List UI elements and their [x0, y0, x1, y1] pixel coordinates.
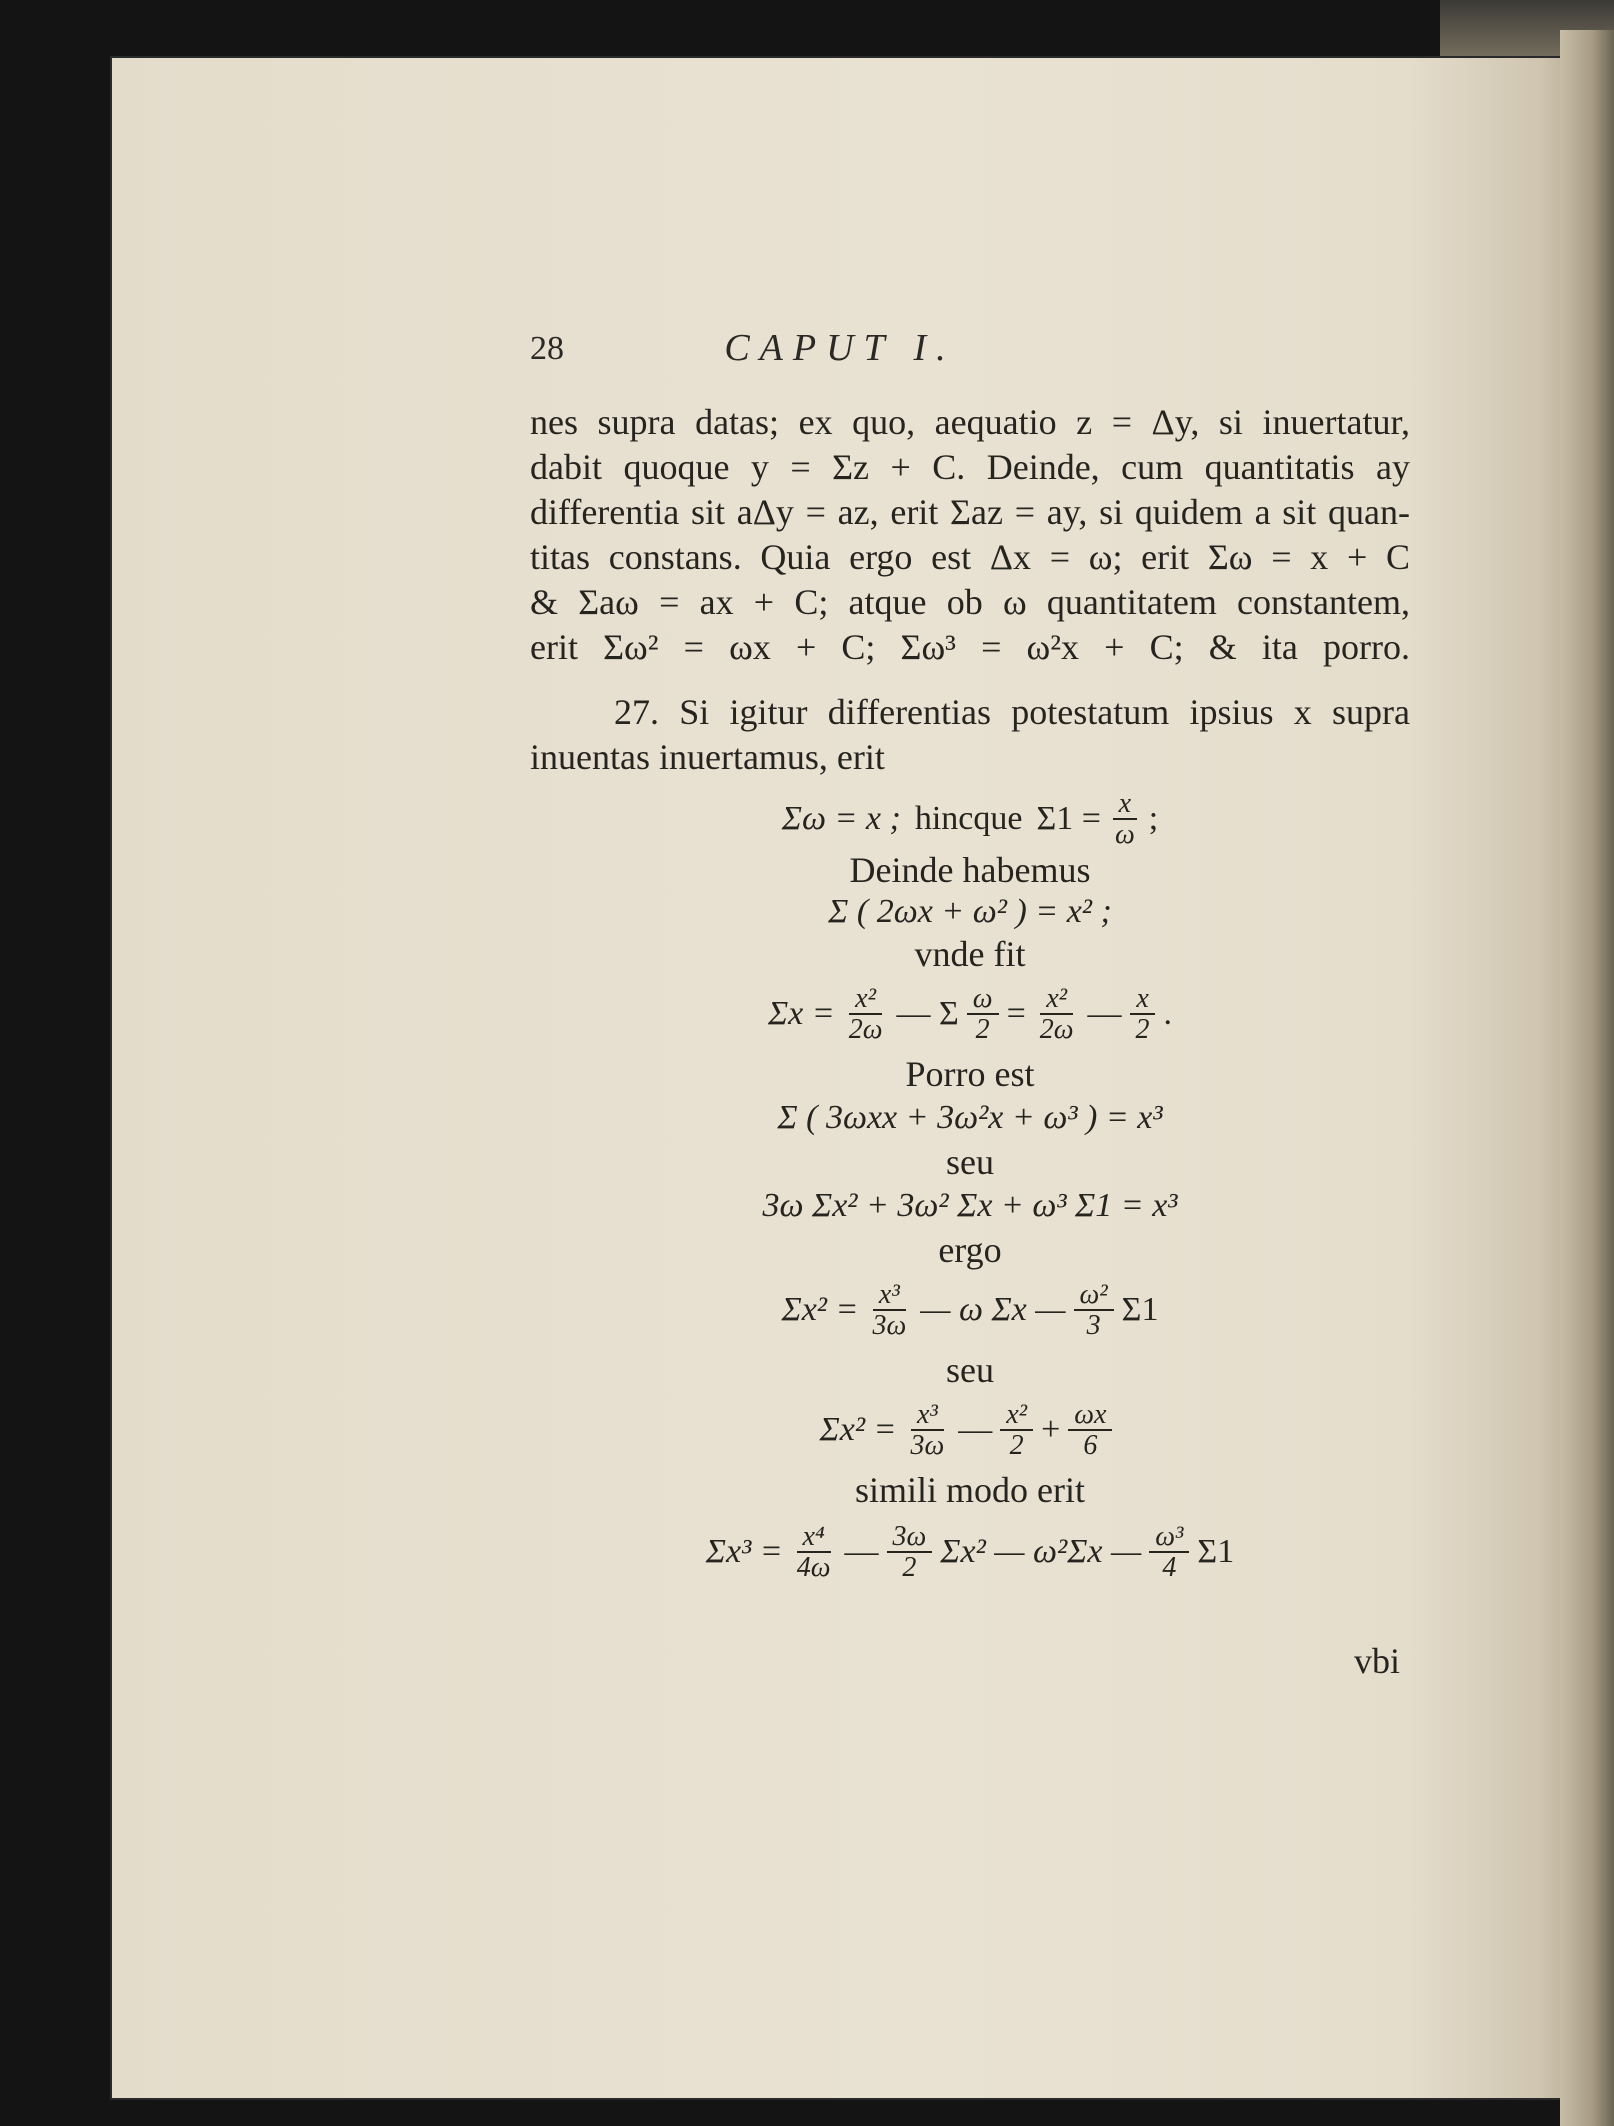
fraction: $\frac{\omega}{2}$	[967, 984, 999, 1045]
equation-text: simili modo erit	[855, 1470, 1085, 1510]
fraction: $\frac{x}{\omega}$	[1109, 789, 1141, 850]
fraction: $\frac{\text{ω²}}{3}$	[1074, 1280, 1114, 1341]
equation: Σ ( 2ωx + ω² ) = x² ;	[828, 893, 1112, 930]
equation-sum-x3: Σx³ = $\frac{\text{x⁴}}{4\omega}$ — $\frac{3\omega}{2}$ Σx² — ω²Σx — $\frac{\text{ω³}}{4}$ Σ1	[705, 1520, 1235, 1583]
text-line: erit Σω² = ωx + C; Σω³ = ω²x + C; & ita porro.	[530, 627, 1410, 667]
text-line: dabit quoque y = Σz + C. Deinde, cum quantitatis ay	[530, 447, 1410, 487]
fraction: $\frac{\text{x³}}{3\omega}$	[872, 1278, 907, 1341]
equation-sum-x2: Σx² = $\frac{\text{x³}}{3\omega}$ — ω Σx — $\frac{\text{ω²}}{3}$ Σ1	[781, 1278, 1159, 1341]
page-edge	[1560, 30, 1614, 2126]
equation: 3ω Σx² + 3ω² Σx + ω³ Σ1 = x³	[762, 1187, 1178, 1224]
fraction: $\frac{3\omega}{2}$	[887, 1522, 933, 1583]
running-head: CAPUT I.	[724, 327, 956, 369]
equation: Σ ( 3ωxx + 3ω²x + ω³ ) = x³	[777, 1099, 1163, 1136]
text-line: 27. Si igitur differentias potestatum ipsius x supra	[614, 692, 1410, 732]
fraction: $\frac{\text{x²}}{2\omega}$	[848, 982, 883, 1045]
equation-sum-omega: Σω = x ; hincque Σ1 = $\frac{x}{\omega}$ ;	[781, 787, 1159, 850]
fraction: $\frac{\text{ω³}}{4}$	[1149, 1522, 1189, 1583]
equation-sum-x2-simplified: Σx² = $\frac{\text{x³}}{3\omega}$ — $\frac{\text{x²}}{2}$ + $\frac{\omega x}{6}$	[530, 1392, 1410, 1468]
page-number: 28	[530, 330, 564, 367]
fraction: $\frac{\omega x}{6}$	[1068, 1400, 1112, 1461]
equation-text: Porro est	[905, 1054, 1035, 1094]
fraction: $\frac{\text{x³}}{3\omega}$	[910, 1398, 945, 1461]
fraction: $\frac{x}{2}$	[1130, 984, 1156, 1045]
text-line: & Σaω = ax + C; atque ob ω quantitatem constantem,	[530, 582, 1410, 622]
text-line: titas constans. Quia ergo est Δx = ω; erit Σω = x + C	[530, 537, 1410, 577]
text-line: differentia sit aΔy = az, erit Σaz = ay, si quidem a sit quan-	[530, 492, 1410, 532]
page-header	[530, 327, 1150, 390]
equation-sum-x: Σx = $\frac{\text{x²}}{2\omega}$ — Σ $\frac{\omega}{2}$ = $\frac{\text{x²}}{2\omega}$ — $\frac{x}{2}$ .	[767, 982, 1173, 1045]
equation-text: vnde fit	[914, 934, 1026, 974]
body-text	[530, 400, 1410, 780]
text-line: nes supra datas; ex quo, aequatio z = Δy, si inuertatur,	[530, 402, 1410, 442]
equation-text: ergo	[938, 1230, 1002, 1270]
equation-text: seu	[946, 1350, 994, 1390]
fraction: $\frac{\text{x⁴}}{4\omega}$	[796, 1520, 831, 1583]
fraction: $\frac{\text{x²}}{2\omega}$	[1039, 982, 1074, 1045]
text-line: inuentas inuertamus, erit	[530, 737, 885, 777]
equation-text: Deinde habemus	[849, 850, 1091, 890]
fraction: $\frac{\text{x²}}{2}$	[1000, 1400, 1033, 1461]
equation-text: seu	[946, 1142, 994, 1182]
catchword: vbi	[1354, 1641, 1401, 1681]
